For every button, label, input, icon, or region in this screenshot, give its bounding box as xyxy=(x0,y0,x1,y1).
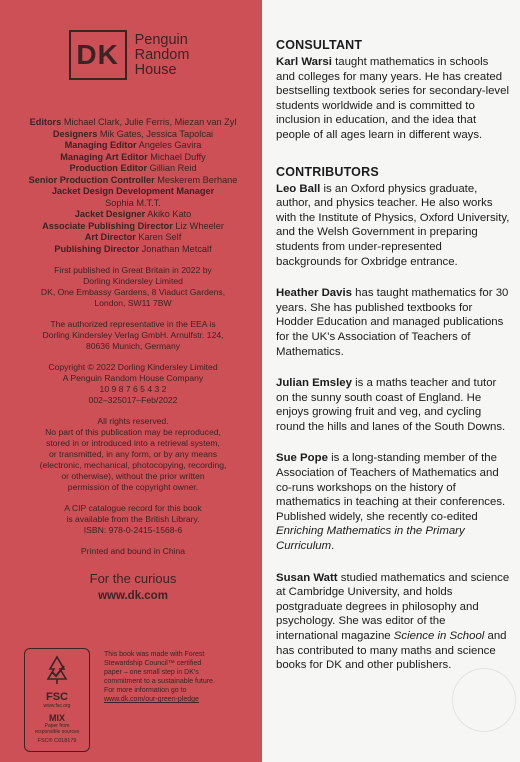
dk-logo: DK xyxy=(69,30,127,80)
green-pledge-link[interactable]: www.dk.com/our-green-pledge xyxy=(104,696,199,703)
credit-row: Art Director Karen Self xyxy=(84,232,182,242)
staff-credits xyxy=(16,117,250,255)
contributor-bio: Julian Emsley is a maths teacher and tutor on the sunny south coast of England. He enjoys growing fruit and veg, and cycling round the hills and lanes of the South Downs. xyxy=(276,377,506,433)
contributor-bio: Heather Davis has taught mathematics for 30 years. She has published textbooks for Hodder Education and managed publications for the UK's Association of Teachers of Mathematics. xyxy=(276,287,509,358)
credit-row: Publishing Director Jonathan Metcalf xyxy=(54,243,212,254)
penguin-random-house-wordmark: Penguin Random House xyxy=(134,31,190,78)
first-published: First published in Great Britain in 2022 by Dorling Kindersley Limited DK, One Embassy Gardens, 8 Viaduct Gardens, London, SW11 7BW xyxy=(40,265,226,308)
eea-representative: The authorized representative in the EEA is Dorling Kindersley Verlag GmbH. Arnulfstr. 124, 80636 Munich, Germany xyxy=(42,319,224,351)
credit-row: Designers Mik Gates, Jessica Tapolcai xyxy=(52,128,214,139)
printed-in: Printed and bound in China xyxy=(80,546,186,556)
tagline: For the curious xyxy=(89,571,177,586)
sustainability-note: This book was made with Forest Stewardship Council™ certified paper – one small step in DK's commitment to a sustainable future. For more information go to www.dk.com/our-green-pledge xyxy=(104,651,215,703)
credit-row: Editors Michael Clark, Julie Ferris, Miezan van Zyl xyxy=(29,117,237,127)
credit-row: Jacket Design Development Manager xyxy=(51,186,215,196)
tree-check-icon xyxy=(40,655,74,685)
contributor-bio: Sue Pope is a long-standing member of the Association of Teachers of Mathematics and co-runs workshops on the history of mathematics in teaching at their conferences. Published widely, she recently co-edited Enriching Mathematics in the Primary Curriculum. xyxy=(276,452,506,553)
credit-row: Sophia M.T.T. xyxy=(105,197,161,208)
contributor-bio: Leo Ball is an Oxford physics graduate, author, and physics teacher. He also works with the Institute of Physics, Oxford University, and the Welsh Government in preparing students from under-represented backgrounds for Oxbridge entrance. xyxy=(276,182,510,268)
credit-row: Managing Art Editor Michael Duffy xyxy=(60,151,206,162)
fsc-logo: FSC www.fsc.org MIX Paper from responsible sources FSC® C018179 xyxy=(24,648,90,752)
rights-notice: All rights reserved. No part of this publication may be reproduced, stored in or introduced into a retrieval system, or transmitted, in any form, or by any means (electronic, mechanical, photocopying, recording, or otherwise), without the prior written permission of the copyright owner. xyxy=(39,416,227,492)
contributors-heading: CONTRIBUTORS xyxy=(276,164,379,179)
copyright-notice: Copyright © 2022 Dorling Kindersley Limited A Penguin Random House Company 10 9 8 7 6 5 4 3 2 002–325017–Feb/2022 xyxy=(48,362,218,405)
credit-row: Production Editor Gillian Reid xyxy=(69,163,197,173)
consultant-heading: CONSULTANT xyxy=(276,38,363,52)
consultant-bio: Karl Warsi taught mathematics in schools and colleges for many years. He has created bestselling textbook series for secondary-level students worldwide and is committed to inclusion in education, and the idea that people of all ages learn in different ways. xyxy=(276,56,509,141)
watermark-stamp xyxy=(452,668,516,732)
credit-row: Senior Production Controller Meskerem Berhane xyxy=(28,174,238,185)
cip-record: A CIP catalogue record for this book is available from the British Library. ISBN: 978-0-2415-1568-6 xyxy=(64,503,202,535)
publisher-logo xyxy=(8,30,250,80)
credit-row: Jacket Designer Akiko Kato xyxy=(74,209,192,219)
website-link[interactable]: www.dk.com xyxy=(98,590,168,602)
contributors-panel xyxy=(262,0,520,762)
credit-row: Managing Editor Angeles Gavira xyxy=(64,140,202,150)
credit-row: Associate Publishing Director Liz Wheeler xyxy=(42,220,224,231)
fsc-section xyxy=(24,648,244,752)
contributor-bio: Susan Watt studied mathematics and science at Cambridge University, and holds postgraduate degrees in philosophy and psychology. She was editor of the international magazine Science in School and has contributed to many maths and science books for DK and other publishers. xyxy=(276,571,510,672)
